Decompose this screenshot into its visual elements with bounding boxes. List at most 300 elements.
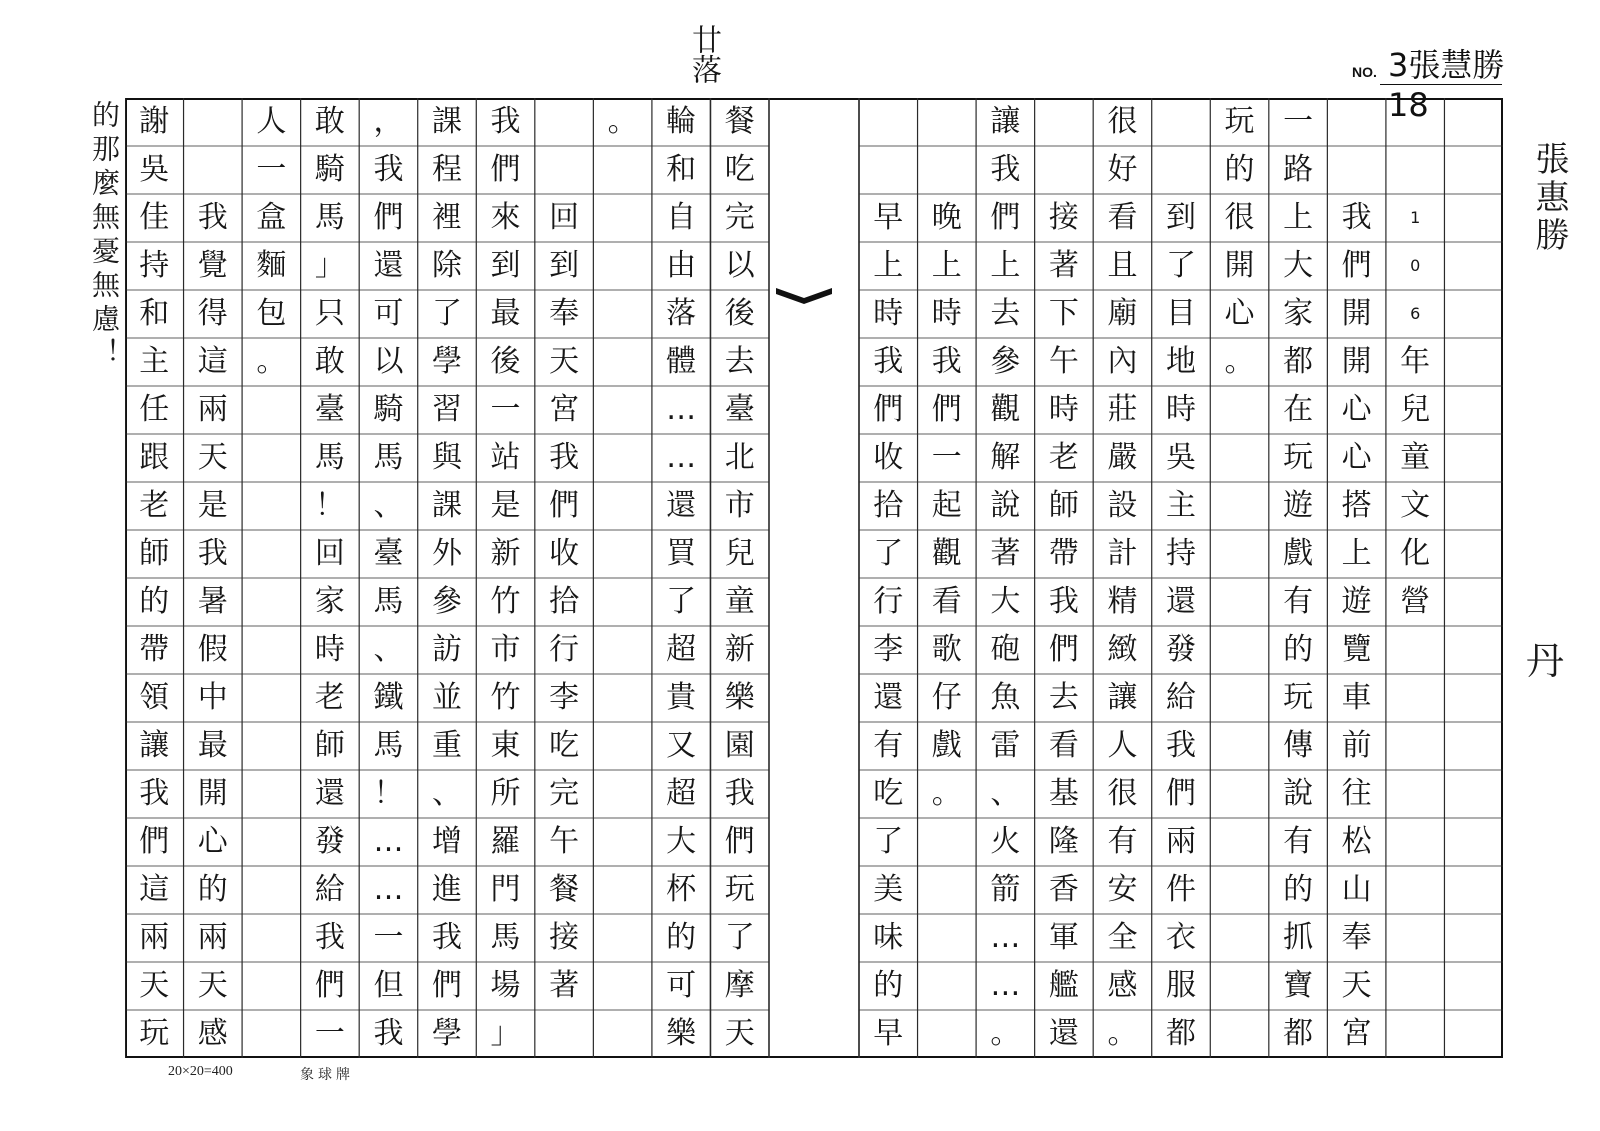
grid-cell: 我 <box>139 776 170 811</box>
grid-cell: 以 <box>724 248 755 283</box>
grid-cell: 感 <box>1107 968 1138 1003</box>
grid-cell: 臺 <box>724 392 755 427</box>
grid-cell: 心 <box>1341 392 1372 427</box>
grid-cell: 拾 <box>549 584 580 619</box>
grid-cell: 給 <box>1165 680 1196 715</box>
grid-cell <box>1386 98 1445 146</box>
grade-mark: 廿落 <box>686 24 721 84</box>
grid-cell: 件 <box>1165 872 1196 907</box>
grid-cell: 只 <box>314 296 345 331</box>
grid-cell: 北 <box>724 440 755 475</box>
grid-cell: 兒 <box>724 536 755 571</box>
grid-cell: 天 <box>549 344 580 379</box>
grid-cell: 我 <box>990 152 1021 187</box>
grid-cell: 著 <box>1048 248 1079 283</box>
grid-cell: 下 <box>1048 296 1079 331</box>
grid-cell: 覽 <box>1341 632 1372 667</box>
grid-cell: 有 <box>1107 824 1138 859</box>
grid-cell <box>918 146 977 194</box>
grid-cell: 收 <box>873 440 904 475</box>
grid-cell: 的 <box>1283 872 1314 907</box>
grid-cell: 我 <box>1048 584 1079 619</box>
grid-cell: 寶 <box>1283 968 1314 1003</box>
grid-cell: 、 <box>431 776 462 811</box>
grid-cell: 魚 <box>990 680 1021 715</box>
footer-grid-spec: 20×20=400 <box>168 1064 233 1079</box>
grid-cell: 發 <box>1165 632 1196 667</box>
grid-cell: 還 <box>666 488 697 523</box>
grid-cell: 開 <box>1341 296 1372 331</box>
grid-cell: 我 <box>314 920 345 955</box>
grid-cell: 去 <box>990 296 1021 331</box>
grid-cell: 的 <box>873 968 904 1003</box>
grid-cell: 最 <box>490 296 521 331</box>
grid-cell <box>1327 146 1386 194</box>
grid-cell: 馬 <box>373 584 404 619</box>
grid-cell: 課 <box>431 488 462 523</box>
grid-cell: 上 <box>873 248 904 283</box>
grid-cell: 砲 <box>990 632 1021 667</box>
grid-cell: 車 <box>1341 680 1372 715</box>
grid-cell: 。 <box>990 1016 1021 1051</box>
grid-cell: 我 <box>1341 200 1372 235</box>
grid-cell: 全 <box>1107 920 1138 955</box>
grid-cell: 的 <box>1224 152 1255 187</box>
grid-cell: 內 <box>1107 344 1138 379</box>
grid-cell: 和 <box>139 296 170 331</box>
grid-cell: 回 <box>314 536 345 571</box>
grid-cell: 地 <box>1165 344 1196 379</box>
grid-cell: 可 <box>373 296 404 331</box>
grid-cell: 麵 <box>256 248 287 283</box>
grid-cell: 兩 <box>1165 824 1196 859</box>
grid-cell: 們 <box>724 824 755 859</box>
grid-column <box>184 98 243 1058</box>
grid-cell: 的 <box>139 584 170 619</box>
grid-cell: 行 <box>873 584 904 619</box>
grid-cell: 吃 <box>549 728 580 763</box>
grid-cell: 佳 <box>139 200 170 235</box>
grid-cell: 午 <box>549 824 580 859</box>
author-name: 張惠勝 <box>1529 141 1569 255</box>
grid-cell: 。 <box>1107 1016 1138 1051</box>
grid-cell: 我 <box>1165 728 1196 763</box>
grid-column <box>710 98 769 1058</box>
grid-cell: 了 <box>873 536 904 571</box>
grid-cell: 但 <box>373 968 404 1003</box>
serial-number <box>1352 40 1532 124</box>
grid-cell: 們 <box>1048 632 1079 667</box>
grid-cell: 李 <box>873 632 904 667</box>
grid-cell: 天 <box>1341 968 1372 1003</box>
grid-cell: ！ <box>373 776 404 811</box>
grid-cell: 了 <box>666 584 697 619</box>
grid-column <box>859 98 918 1058</box>
grid-cell: 我 <box>873 344 904 379</box>
grid-cell: 去 <box>724 344 755 379</box>
grid-cell: 主 <box>139 344 170 379</box>
grid-cell: 午 <box>1048 344 1079 379</box>
grid-cell: 完 <box>724 200 755 235</box>
grid-cell: 玩 <box>1283 440 1314 475</box>
grid-cell: 上 <box>990 248 1021 283</box>
overflow-line: 的那麼無憂無慮！ <box>88 100 121 372</box>
grid-cell: 我 <box>724 776 755 811</box>
grid-cell <box>184 98 243 146</box>
grid-cell: 竹 <box>490 680 521 715</box>
grid-cell: 還 <box>1048 1016 1079 1051</box>
serial-value: 3張慧勝18 <box>1388 46 1505 124</box>
grid-cell: 馬 <box>373 440 404 475</box>
grid-cell: 我 <box>931 344 962 379</box>
grid-cell: 火 <box>990 824 1021 859</box>
grid-cell: 在 <box>1283 392 1314 427</box>
grid-cell: 好 <box>1107 152 1138 187</box>
grid-cell: 老 <box>139 488 170 523</box>
grid-cell: 了 <box>724 920 755 955</box>
grid-cell: 這 <box>139 872 170 907</box>
grid-cell: ！ <box>314 488 345 523</box>
grid-cell: 開 <box>1341 344 1372 379</box>
grid-cell: 後 <box>724 296 755 331</box>
grid-cell: 軍 <box>1048 920 1079 955</box>
grid-cell: 美 <box>873 872 904 907</box>
grid-cell: 們 <box>431 968 462 1003</box>
grid-cell: 樂 <box>724 680 755 715</box>
grid-cell: 門 <box>490 872 521 907</box>
grid-cell: 仔 <box>931 680 962 715</box>
grid-cell: 天 <box>139 968 170 1003</box>
grid-cell: 很 <box>1107 776 1138 811</box>
grid-cell: 臺 <box>314 392 345 427</box>
grid-cell: 時 <box>931 296 962 331</box>
grid-cell: 隆 <box>1048 824 1079 859</box>
grid-cell: 進 <box>431 872 462 907</box>
grid-cell: 輪 <box>666 104 697 139</box>
grid-cell: 讓 <box>990 104 1021 139</box>
grid-cell: 早 <box>873 1016 904 1051</box>
grid-cell: 大 <box>666 824 697 859</box>
grid-cell: 。 <box>931 776 962 811</box>
grid-cell: 們 <box>873 392 904 427</box>
grid-cell: 樂 <box>666 1016 697 1051</box>
grid-cell <box>859 146 918 194</box>
grid-cell: 們 <box>373 200 404 235</box>
grid-cell <box>1035 98 1094 146</box>
grid-cell: 開 <box>1224 248 1255 283</box>
grid-cell: 來 <box>490 200 521 235</box>
grid-cell: 1 <box>1410 208 1421 227</box>
grid-cell: 心 <box>1224 296 1255 331</box>
grid-cell: 化 <box>1400 536 1431 571</box>
grid-cell: 計 <box>1107 536 1138 571</box>
grid-cell: 時 <box>1048 392 1079 427</box>
grid-column <box>476 98 535 1058</box>
grid-column <box>1269 98 1328 1058</box>
grid-cell: … <box>666 440 697 475</box>
grid-cell: 讓 <box>1107 680 1138 715</box>
grid-cell: 了 <box>873 824 904 859</box>
grid-cell: 觀 <box>990 392 1021 427</box>
grid-cell: 文 <box>1400 488 1431 523</box>
grid-cell: 著 <box>549 968 580 1003</box>
grid-cell: 兩 <box>197 920 228 955</box>
grid-cell: 覺 <box>197 248 228 283</box>
grid-cell: 竹 <box>490 584 521 619</box>
grid-cell: 重 <box>431 728 462 763</box>
grid-cell: 們 <box>139 824 170 859</box>
grid-cell: 我 <box>490 104 521 139</box>
grid-cell: 上 <box>1283 200 1314 235</box>
grid-cell: 起 <box>931 488 962 523</box>
grid-column <box>1210 98 1269 386</box>
grid-cell: 我 <box>431 920 462 955</box>
grid-cell: 松 <box>1341 824 1372 859</box>
grid-cell: 。 <box>607 104 638 139</box>
grid-cell: 還 <box>314 776 345 811</box>
grid-cell: 是 <box>197 488 228 523</box>
grid-cell: 基 <box>1048 776 1079 811</box>
grid-cell: 以 <box>373 344 404 379</box>
grid-cell: 敢 <box>314 344 345 379</box>
grid-cell: 感 <box>197 1016 228 1051</box>
grid-cell: 年 <box>1400 344 1431 379</box>
grid-cell: 站 <box>490 440 521 475</box>
grid-cell: 大 <box>1283 248 1314 283</box>
grid-cell: 天 <box>724 1016 755 1051</box>
grid-cell: 開 <box>197 776 228 811</box>
grid-cell: 服 <box>1165 968 1196 1003</box>
grid-cell: 嚴 <box>1107 440 1138 475</box>
grid-cell: 解 <box>990 440 1021 475</box>
grid-cell: 敢 <box>314 104 345 139</box>
grid-cell: 廟 <box>1107 296 1138 331</box>
grid-cell: 羅 <box>490 824 521 859</box>
grid-cell: 是 <box>490 488 521 523</box>
grid-cell: 場 <box>490 968 521 1003</box>
grid-cell: 設 <box>1107 488 1138 523</box>
grid-cell: 的 <box>197 872 228 907</box>
grid-cell: 增 <box>431 824 462 859</box>
grid-cell <box>535 98 594 146</box>
grid-cell: 奉 <box>1341 920 1372 955</box>
grid-cell: 、 <box>373 632 404 667</box>
grid-cell: 新 <box>724 632 755 667</box>
grid-cell <box>859 98 918 146</box>
grid-cell: 看 <box>1048 728 1079 763</box>
grid-cell: 給 <box>314 872 345 907</box>
grid-cell: 一 <box>314 1016 345 1051</box>
grid-column <box>1035 98 1094 1058</box>
grid-cell: 都 <box>1283 344 1314 379</box>
grid-cell: 騎 <box>314 152 345 187</box>
grid-cell <box>535 146 594 194</box>
grid-cell: 參 <box>990 344 1021 379</box>
grid-cell: 都 <box>1283 1016 1314 1051</box>
grid-cell: 玩 <box>139 1016 170 1051</box>
grid-cell: 一 <box>931 440 962 475</box>
grid-cell: 抓 <box>1283 920 1314 955</box>
score-mark: 丹 <box>1525 639 1564 683</box>
grid-cell: 天 <box>197 968 228 1003</box>
grid-cell: 玩 <box>1224 104 1255 139</box>
grid-cell: 心 <box>1341 440 1372 475</box>
grid-cell: 騎 <box>373 392 404 427</box>
grid-cell: 兩 <box>197 392 228 427</box>
grid-cell: 超 <box>666 776 697 811</box>
grid-cell: 吳 <box>1165 440 1196 475</box>
grid-cell: 」 <box>314 248 345 283</box>
grid-cell: 吃 <box>873 776 904 811</box>
grid-cell: 這 <box>197 344 228 379</box>
writing-grid <box>125 98 1503 1058</box>
grid-cell: 課 <box>431 104 462 139</box>
grid-cell: 。 <box>1224 344 1255 379</box>
grid-cell: 們 <box>549 488 580 523</box>
grid-cell: 完 <box>549 776 580 811</box>
grid-cell: 我 <box>197 536 228 571</box>
grid-cell: 後 <box>490 344 521 379</box>
grid-cell: 參 <box>431 584 462 619</box>
grid-cell: 緻 <box>1107 632 1138 667</box>
grid-cell: 除 <box>431 248 462 283</box>
grid-cell: 到 <box>490 248 521 283</box>
grid-cell <box>1152 146 1211 194</box>
grid-cell: 老 <box>1048 440 1079 475</box>
grid-cell: 宮 <box>549 392 580 427</box>
grid-cell: 暑 <box>197 584 228 619</box>
fold-marker-icon <box>776 288 832 304</box>
grid-cell <box>1386 146 1445 194</box>
grid-cell <box>1327 98 1386 146</box>
grid-cell: 遊 <box>1283 488 1314 523</box>
grid-cell: 持 <box>139 248 170 283</box>
grid-cell: 老 <box>314 680 345 715</box>
grid-cell: 主 <box>1165 488 1196 523</box>
grid-cell: 師 <box>314 728 345 763</box>
grid-cell: 了 <box>431 296 462 331</box>
grid-cell: 童 <box>724 584 755 619</box>
grid-cell: 園 <box>724 728 755 763</box>
grid-cell: 家 <box>314 584 345 619</box>
grid-cell: 一 <box>1283 104 1314 139</box>
grid-cell: 童 <box>1400 440 1431 475</box>
grid-cell: 往 <box>1341 776 1372 811</box>
grid-cell: 我 <box>549 440 580 475</box>
grid-cell: 說 <box>1283 776 1314 811</box>
grid-cell: 宮 <box>1341 1016 1372 1051</box>
grid-cell: 自 <box>666 200 697 235</box>
grid-column <box>359 98 418 1058</box>
grid-cell: 遊 <box>1341 584 1372 619</box>
grid-cell: 謝 <box>139 104 170 139</box>
grid-cell: 戲 <box>931 728 962 763</box>
grid-cell: 買 <box>666 536 697 571</box>
serial-label: NO. <box>1352 64 1377 80</box>
grid-cell: 一 <box>490 392 521 427</box>
grid-cell: 行 <box>549 632 580 667</box>
grid-cell: 可 <box>666 968 697 1003</box>
grid-cell: 餐 <box>724 104 755 139</box>
grid-cell: 艦 <box>1048 968 1079 1003</box>
grid-cell: 上 <box>1341 536 1372 571</box>
grid-cell: 發 <box>314 824 345 859</box>
grid-cell: 程 <box>431 152 462 187</box>
grid-cell: 鐵 <box>373 680 404 715</box>
grid-cell: 說 <box>990 488 1021 523</box>
grid-cell: 奉 <box>549 296 580 331</box>
grid-cell: 路 <box>1283 152 1314 187</box>
grid-cell: 領 <box>139 680 170 715</box>
grid-cell: 們 <box>990 200 1021 235</box>
grid-cell: 還 <box>373 248 404 283</box>
grid-cell: 一 <box>373 920 404 955</box>
grid-cell: 超 <box>666 632 697 667</box>
grid-cell: 看 <box>1107 200 1138 235</box>
grid-cell: 學 <box>431 1016 462 1051</box>
grid-cell: 杯 <box>666 872 697 907</box>
grid-cell: 師 <box>1048 488 1079 523</box>
grid-cell: 香 <box>1048 872 1079 907</box>
grid-cell: 們 <box>931 392 962 427</box>
grid-cell: 和 <box>666 152 697 187</box>
grid-cell: 落 <box>666 296 697 331</box>
grid-cell: 家 <box>1283 296 1314 331</box>
grid-cell: 市 <box>724 488 755 523</box>
grid-cell: 早 <box>873 200 904 235</box>
grid-cell: 雷 <box>990 728 1021 763</box>
grid-cell: 人 <box>1107 728 1138 763</box>
grid-cell <box>184 146 243 194</box>
grid-cell: 山 <box>1341 872 1372 907</box>
grid-cell: 訪 <box>431 632 462 667</box>
grid-cell: 觀 <box>931 536 962 571</box>
grid-cell: 了 <box>1165 248 1196 283</box>
grid-cell: 著 <box>990 536 1021 571</box>
grid-cell: 新 <box>490 536 521 571</box>
grid-cell: 臺 <box>373 536 404 571</box>
grid-cell: 到 <box>549 248 580 283</box>
grid-cell: 。 <box>256 344 287 379</box>
grid-cell: 體 <box>666 344 697 379</box>
grid-cell: 一 <box>256 152 287 187</box>
grid-cell: 貴 <box>666 680 697 715</box>
grid-cell: 天 <box>197 440 228 475</box>
grid-cell: 玩 <box>724 872 755 907</box>
grid-cell: 們 <box>1341 248 1372 283</box>
grid-cell: 們 <box>314 968 345 1003</box>
grid-cell: 與 <box>431 440 462 475</box>
grid-cell: ， <box>373 104 404 139</box>
grid-cell: … <box>666 392 697 427</box>
grid-column <box>1327 98 1386 1058</box>
grid-cell: 兒 <box>1400 392 1431 427</box>
grid-column <box>1386 98 1445 626</box>
grid-cell: 傳 <box>1283 728 1314 763</box>
grid-cell: 裡 <box>431 200 462 235</box>
grid-cell: 看 <box>931 584 962 619</box>
grid-cell: 到 <box>1165 200 1196 235</box>
grid-cell: 」 <box>490 1016 521 1051</box>
grid-cell: 接 <box>549 920 580 955</box>
grid-column <box>593 98 652 146</box>
grid-cell: 箭 <box>990 872 1021 907</box>
footer-brand: 象球牌 <box>300 1068 354 1083</box>
grid-cell: 的 <box>1283 632 1314 667</box>
grid-cell: 接 <box>1048 200 1079 235</box>
grid-cell: 得 <box>197 296 228 331</box>
grid-cell: 兩 <box>139 920 170 955</box>
